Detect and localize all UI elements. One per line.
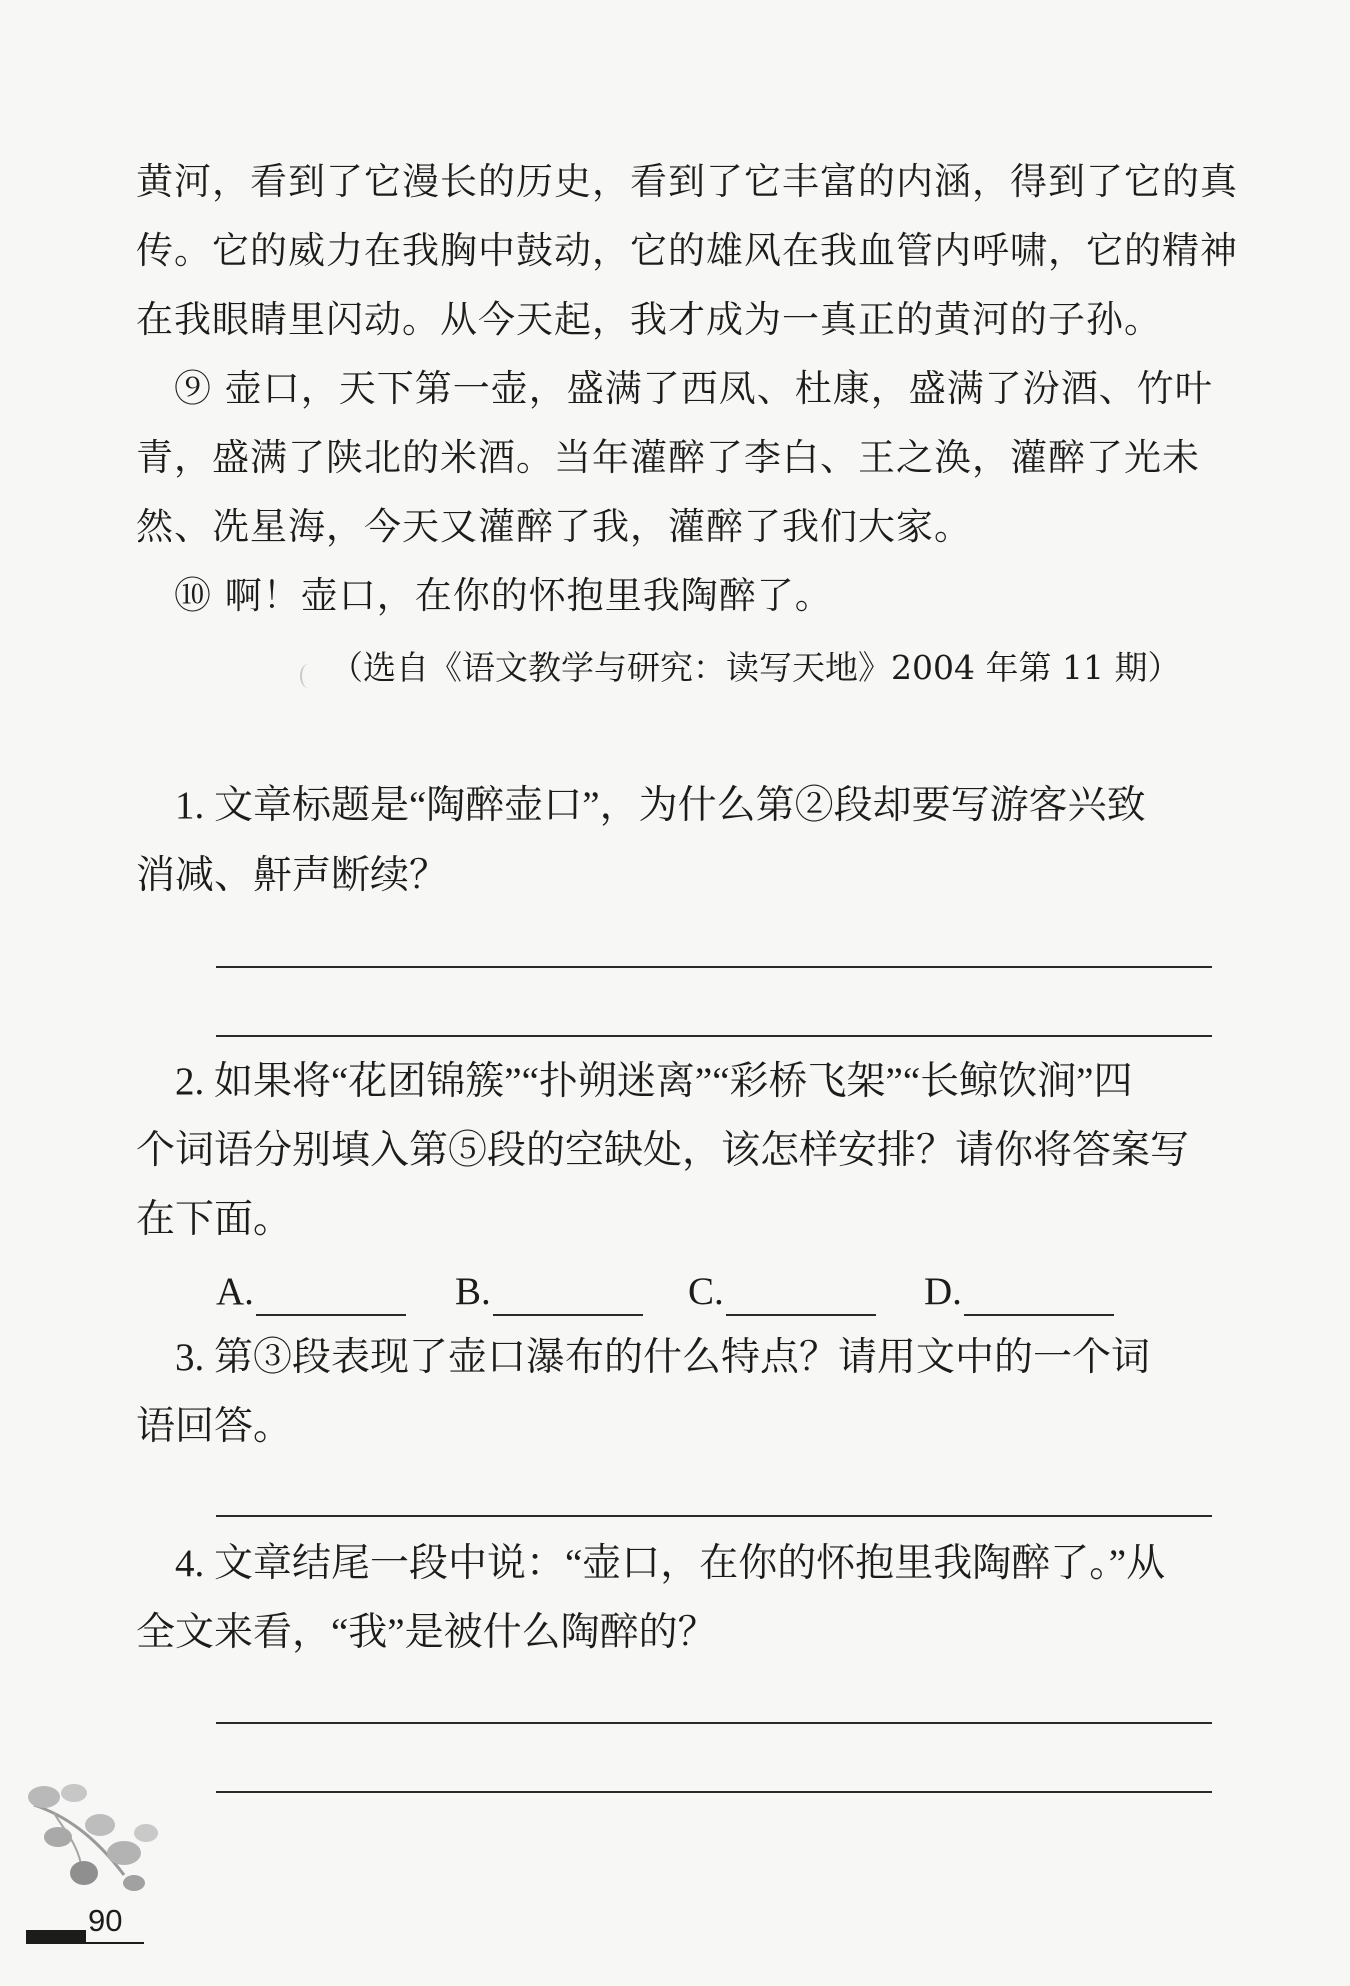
question-4-line: 全文来看，“我”是被什么陶醉的？: [136, 1611, 717, 1654]
answer-line-q4[interactable]: [216, 1722, 1212, 1724]
passage-paragraph-9: ⑨ 壶口，天下第一壶，盛满了西凤、杜康，盛满了汾酒、竹叶: [136, 367, 1213, 410]
answer-line-q1[interactable]: [216, 1035, 1212, 1037]
option-a: [216, 1268, 406, 1316]
option-a-blank[interactable]: [256, 1270, 406, 1316]
answer-line-q1[interactable]: [216, 966, 1212, 968]
question-2-line: 在下面。: [136, 1198, 293, 1241]
option-d: [924, 1268, 1114, 1316]
page-number-rule: [86, 1942, 144, 1944]
option-b-label: B.: [455, 1270, 491, 1313]
question-3-line: 语回答。: [136, 1405, 293, 1448]
passage-paragraph-10: ⑩ 啊！壶口，在你的怀抱里我陶醉了。: [136, 574, 833, 617]
option-d-label: D.: [924, 1270, 962, 1313]
question-3-line: 3. 第③段表现了壶口瀑布的什么特点？请用文中的一个词: [136, 1336, 1151, 1379]
option-b: [455, 1268, 643, 1316]
question-2-line: 个词语分别填入第⑤段的空缺处，该怎样安排？请你将答案写: [136, 1129, 1190, 1172]
option-c-blank[interactable]: [726, 1270, 876, 1316]
scan-smudge: [300, 664, 316, 688]
source-citation: （选自《语文教学与研究：读写天地》2004 年第 11 期）: [330, 648, 1181, 687]
option-d-blank[interactable]: [964, 1270, 1114, 1316]
option-c: [688, 1268, 876, 1316]
option-c-label: C.: [688, 1270, 724, 1313]
passage-line: 传。它的威力在我胸中鼓动，它的雄风在我血管内呼啸，它的精神: [136, 229, 1238, 272]
question-1-line: 1. 文章标题是“陶醉壶口”，为什么第②段却要写游客兴致: [136, 784, 1146, 827]
answer-line-q3[interactable]: [216, 1515, 1212, 1517]
passage-line: 黄河，看到了它漫长的历史，看到了它丰富的内涵，得到了它的真: [136, 160, 1238, 203]
passage-line: 在我眼睛里闪动。从今天起，我才成为一真正的黄河的子孙。: [136, 298, 1162, 341]
page-number: 90: [88, 1903, 123, 1938]
question-4-line: 4. 文章结尾一段中说：“壶口，在你的怀抱里我陶醉了。”从: [136, 1542, 1166, 1585]
answer-line-q4[interactable]: [216, 1791, 1212, 1793]
question-2-line: 2. 如果将“花团锦簇”“扑朔迷离”“彩桥飞架”“长鲸饮涧”四: [136, 1060, 1133, 1103]
page-number-bar: [26, 1930, 86, 1944]
question-1-line: 消减、鼾声断续？: [136, 854, 449, 897]
passage-line: 然、冼星海，今天又灌醉了我，灌醉了我们大家。: [136, 505, 972, 548]
option-b-blank[interactable]: [493, 1270, 643, 1316]
leaf-branch-icon: [24, 1775, 164, 1900]
passage-line: 青，盛满了陕北的米酒。当年灌醉了李白、王之涣，灌醉了光未: [136, 436, 1200, 479]
option-a-label: A.: [216, 1270, 254, 1313]
